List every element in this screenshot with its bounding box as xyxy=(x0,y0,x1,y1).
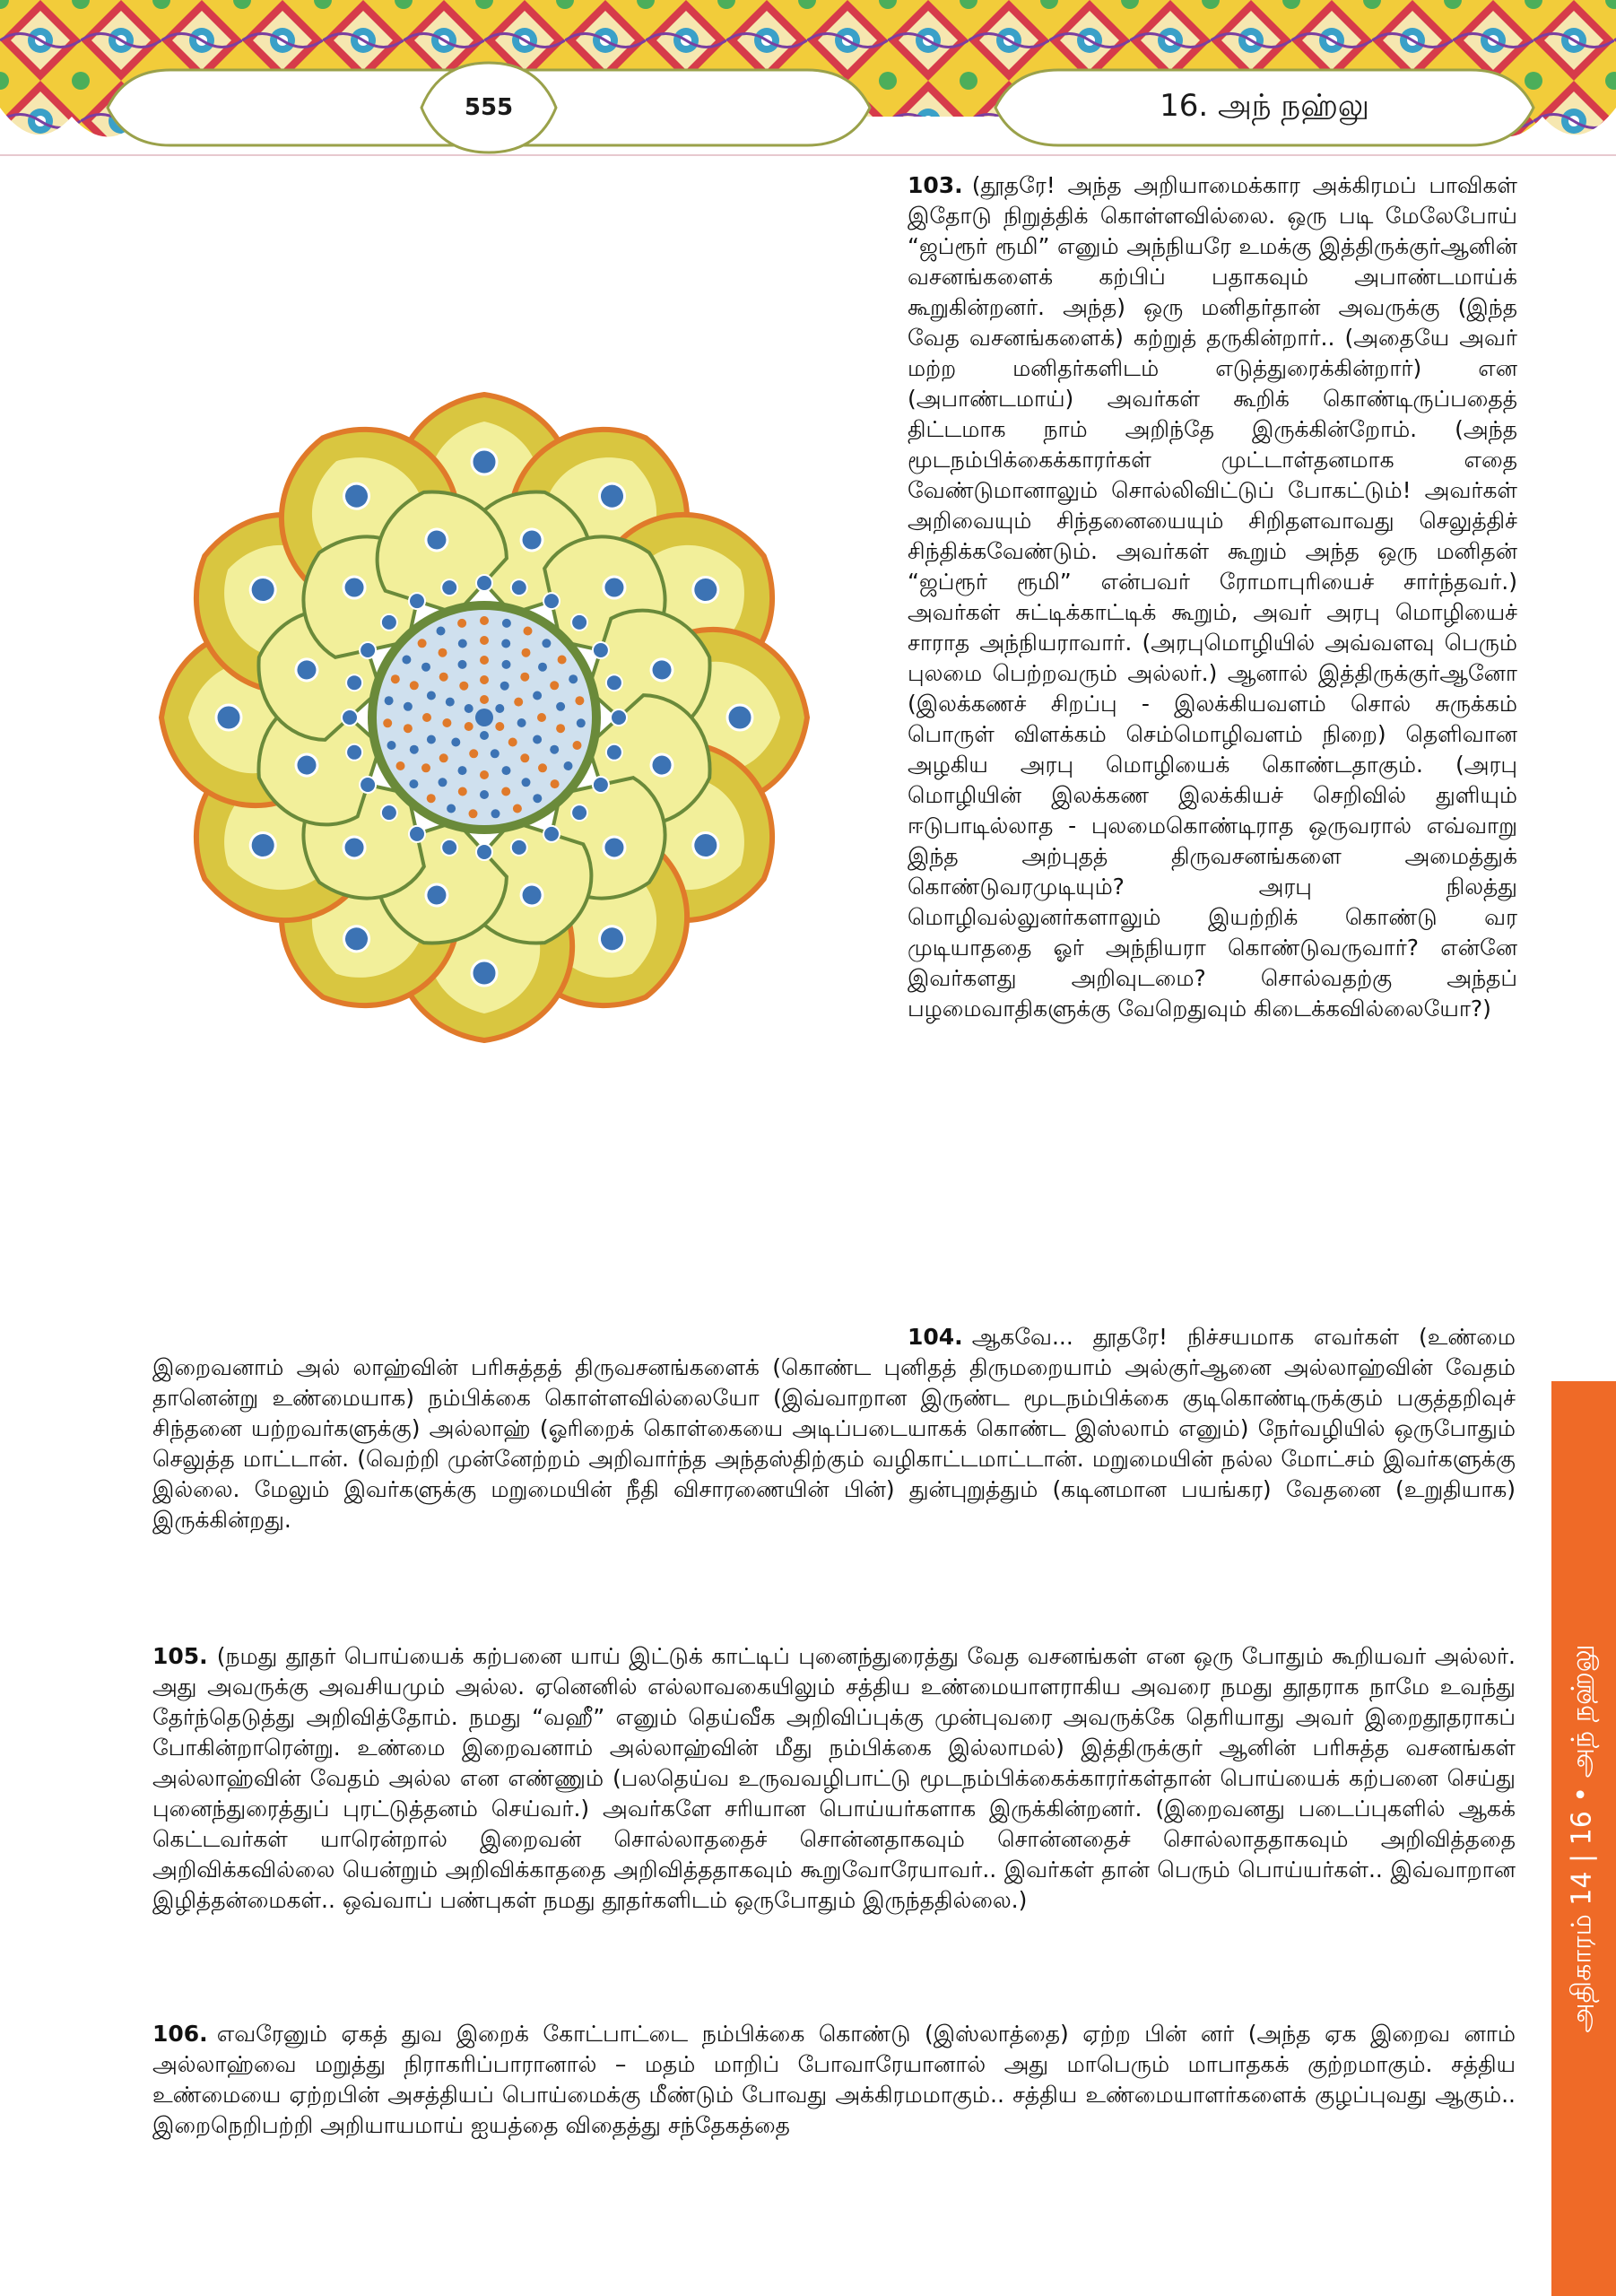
verse-text: (தூதரே! அந்த அறியாமைக்கார அக்கிரமப் பாவிகள் இதோடு நிறுத்திக் கொள்ளவில்லை. ஒரு படி மேலேபோய் “ஜப்ரூர் ரூமி” எனும் அந்நியரே உமக்கு இத்திருக்குர்ஆனின் வசனங்களைக் கற்பிப் பதாகவும் அபாண்டமாய்க் கூறுகின்றனர். அந்த) ஒரு மனிதர்தான் அவருக்கு (இந்த வேத வசனங்களைக்) கற்றுத் தருகின்றார்.. (அதையே அவர் மற்ற மனிதர்களிடம் எடுத்துரைக்கின்றார்) என (அபாண்டமாய்) அவர்கள் கூறிக் கொண்டிருப்பதைத் திட்டமாக நாம் அறிந்தே இருக்கின்றோம். (அந்த மூடநம்பிக்கைக்காரர்கள் முட்டாள்தனமாக எதை வேண்டுமானாலும் சொல்லிவிட்டுப் போகட்டும்! அவர்கள் அறிவையும் சிந்தனையையும் சிறிதளவாவது செலுத்திச் சிந்திக்கவேண்டும். அவர்கள் கூறும் அந்த ஒரு மனிதன் “ஜப்ரூர் ரூமி” என்பவர் ரோமாபுரியைச் சார்ந்தவர்.) அவர்கள் சுட்டிக்காட்டிக் கூறும், அவர் அரபு மொழியைச் சாராத அந்நியராவார். (அரபுமொழியில் அவ்வளவு பெரும் புலமை பெற்றவரும் அல்லர்.) ஆனால் இத்திருக்குர்ஆனோ (இலக்கணச் சிறப்பு - இலக்கியவளம் சொல் சுருக்கம் பொருள் விளக்கம் செம்மொழிவளம் நிறை) தெளிவான அழகிய அரபு மொழியைக் கொண்டதாகும். (அரபு மொழியின் இலக்கண இலக்கியச் செறிவில் துளியும் ஈடுபாடில்லாத - புலமைகொண்டிராத ஒருவரால் எவ்வாறு இந்த அற்புதத் திருவசனங்களை அமைத்துக் கொண்டுவரமுடியும்? அரபு நிலத்து மொழிவல்லுனர்களாலும் இயற்றிக் கொண்டு வர முடியாததை ஓர் அந்நியரா கொண்டுவருவார்? என்னே இவர்களது அறிவுடமை? சொல்வதற்கு அந்தப் பழமைவாதிகளுக்கு வேறெதுவும் கிடைக்கவில்லையோ?) xyxy=(908,172,1517,1022)
verse-105 xyxy=(152,1641,1516,1916)
verse-text: (நமது தூதர் பொய்யைக் கற்பனை யாய் இட்டுக் காட்டிப் புனைந்துரைத்து வேத வசனங்கள் என ஒரு போதும் கூறியவர் அல்லர். அது அவருக்கு அவசியமும் அல்ல. ஏனெனில் எல்லாவகையிலும் சத்திய உண்மையாளராகிய அவரை நமது தூதராக நாமே உவந்து தேர்ந்தெடுத்து அறிவித்தோம். நமது “வஹீ” எனும் தெய்வீக அறிவிப்புக்கு முன்புவரை அவருக்கே தெரியாது அவர் இறைதூதராகப் போகின்றாரென்று. உண்மை இறைவனாம் அல்லாஹ்வின் மீது நம்பிக்கை இல்லாமல்) இத்திருக்குர் ஆனின் பரிசுத்த வசனங்கள் அல்லாஹ்வின் வேதம் அல்ல என எண்ணும் (பலதெய்வ உருவவழிபாட்டு மூடநம்பிக்கைக்காரர்கள்தான் பொய்யைக் கற்பனை செய்து புனைந்துரைத்துப் புரட்டுத்தனம் செய்வர்.) அவர்களே சரியான பொய்யர்களாக இருக்கின்றனர். (இறைவனது படைப்புகளில் ஆகக் கெட்டவர்கள் யாரென்றால் இறைவன் சொல்லாததைச் சொன்னதாகவும் சொன்னதைச் சொல்லாததாகவும் அறிவித்ததை அறிவிக்கவில்லை யென்றும் அறிவிக்காததை அறிவித்ததாகவும் கூறுவோரேயாவர்.. இவர்கள் தான் பெரும் பொய்யர்கள்.. இவ்வாறான இழித்தன்மைகள்.. ஒவ்வாப் பண்புகள் நமது தூதர்களிடம் ஒருபோதும் இருந்ததில்லை.) xyxy=(152,1643,1516,1913)
verse-number: 105. xyxy=(152,1643,208,1669)
chapter-side-tab xyxy=(1551,1381,1616,2296)
verse-103 xyxy=(908,170,1517,1024)
side-tab-label: அதிகாரம் 14 | 16 • அந் நஹ்லு xyxy=(1566,1644,1598,2033)
verse-number: 104. xyxy=(908,1324,963,1350)
verse-106 xyxy=(152,2019,1516,2141)
verse-text: ஆகவே... தூதரே! நிச்சயமாக எவர்கள் (உண்மை இறைவனாம் அல் லாஹ்வின் பரிசுத்தத் திருவசனங்களைக் (கொண்ட புனிதத் திருமறையாம் அல்குர்ஆனை அல்லாஹ்வின் வேதம் தானென்று உண்மையாக) நம்பிக்கை கொள்ளவில்லையோ (இவ்வாறான இருண்ட மூடநம்பிக்கை குடிகொண்டிருக்கும் பகுத்தறிவுச் சிந்தனை யற்றவர்களுக்கு) அல்லாஹ் (ஓரிறைக் கொள்கையை அடிப்படையாகக் கொண்ட இஸ்லாம் எனும்) நேர்வழியில் ஒருபோதும் செலுத்த மாட்டான். (வெற்றி முன்னேற்றம் அறிவார்ந்த அந்தஸ்திற்கும் வழிகாட்டமாட்டான். மறுமையின் நல்ல மோட்சம் இவர்களுக்கு இல்லை. மேலும் இவர்களுக்கு மறுமையின் நீதி விசாரணையின் பின்) துன்புறுத்தும் (கடினமான பயங்கர) வேதனை (உறுதியாக) இருக்கின்றது. xyxy=(152,1324,1516,1533)
verse-number: 103. xyxy=(908,172,963,198)
islamic-rosette-ornament-icon xyxy=(152,386,816,1049)
verse-104 xyxy=(152,1322,1516,1535)
chapter-title: 16. அந் நஹ்லு xyxy=(1160,88,1369,124)
verse-number: 106. xyxy=(152,2021,208,2047)
verse-text: எவரேனும் ஏகத் துவ இறைக் கோட்பாட்டை நம்பிக்கை கொண்டு (இஸ்லாத்தை) ஏற்ற பின் னர் (அந்த ஏக இறைவ னாம் அல்லாஹ்வை மறுத்து நிராகரிப்பாரானால் – மதம் மாறிப் போவாரேயானால் அது மாபெரும் மாபாதகக் குற்றமாகும். சத்திய உண்மையை ஏற்றபின் அசத்தியப் பொய்மைக்கு மீண்டும் போவது அக்கிரமமாகும்.. சத்திய உண்மையாளர்களைக் குழப்புவது ஆகும்.. இறைநெறிபற்றி அறியாயமாய் ஐயத்தை விதைத்து சந்தேகத்தை xyxy=(152,2021,1516,2138)
page-number: 555 xyxy=(464,94,514,121)
